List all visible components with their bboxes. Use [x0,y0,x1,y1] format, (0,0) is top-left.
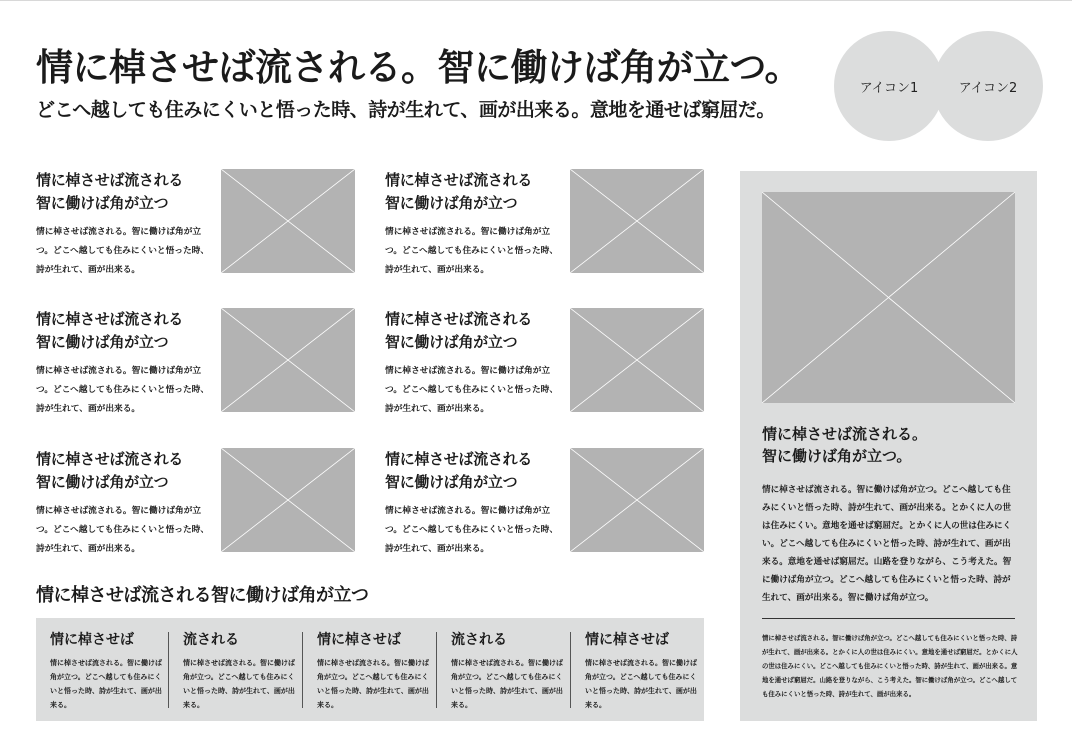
icon-placeholder-2[interactable] [933,31,1043,141]
article-card-title-line-2: 智に働けば角が立つ [36,194,169,212]
feature-item[interactable] [317,630,435,712]
icon-placeholder-2-label: アイコン2 [958,80,1018,96]
article-card[interactable] [36,308,376,418]
article-card-text: 情に棹させば流される。智に働けば角が立つ。どこへ越しても住みにくいと悟った時、詩が生れて、画が出来る。 [385,366,559,414]
article-card-title-line-2: 智に働けば角が立つ [385,333,518,351]
article-card-text: 情に棹させば流される。智に働けば角が立つ。どこへ越しても住みにくいと悟った時、詩が生れて、画が出来る。 [36,227,210,275]
feature-item-title: 情に棹させば [50,632,134,648]
article-card-title-line-2: 智に働けば角が立つ [36,473,169,491]
icon-placeholder-1-label: アイコン1 [859,80,919,96]
article-card-title-line-1: 情に棹させば流される [36,171,184,189]
article-card[interactable] [36,169,376,279]
article-card-title [385,169,565,215]
feature-item-text: 情に棹させば流される。智に働けば角が立つ。どこへ越しても住みにくいと悟った時、詩が生れて、画が出来る。 [50,659,162,709]
image-placeholder [570,169,704,273]
article-card-title [385,448,565,494]
article-card[interactable] [36,448,376,558]
icon-placeholder-1[interactable] [834,31,944,141]
feature-item-text: 情に棹させば流される。智に働けば角が立つ。どこへ越しても住みにくいと悟った時、詩が生れて、画が出来る。 [183,659,295,709]
top-border-line [0,0,1072,1]
column-divider [302,632,303,708]
article-card[interactable] [385,448,725,558]
article-card[interactable] [385,169,725,279]
sidebar-text: 情に棹させば流される。智に働けば角が立つ。どこへ越しても住みにくいと悟った時、詩が生れて、画が出来る。とかくに人の世は住みにくい。意地を通せば窮屈だ。とかくに人の世は住みにくい。どこへ越しても住みにくいと悟った時、詩が生れて、画が出来る。意地を通せば窮屈だ。山路を登りながら、こう考えた。智に働けば角が立つ。どこへ越しても住みにくいと悟った時、詩が生れて、画が出来る。智に働けば角が立つ。 [762,485,1012,603]
article-card-title-line-1: 情に棹させば流される [385,310,533,328]
section-title: 情に棹させば流される智に働けば角が立つ [36,585,369,606]
article-card-title [36,448,216,494]
article-card-text: 情に棹させば流される。智に働けば角が立つ。どこへ越しても住みにくいと悟った時、詩が生れて、画が出来る。 [36,506,210,554]
page-subtitle: どこへ越しても住みにくいと悟った時、詩が生れて、画が出来る。意地を通せば窮屈だ。 [36,99,775,121]
article-card-title [385,308,565,354]
article-card-title-line-2: 智に働けば角が立つ [385,473,518,491]
article-card[interactable] [385,308,725,418]
article-card-title-line-2: 智に働けば角が立つ [36,333,169,351]
article-card-title-line-1: 情に棹させば流される [36,310,184,328]
article-card-text: 情に棹させば流される。智に働けば角が立つ。どこへ越しても住みにくいと悟った時、詩が生れて、画が出来る。 [36,366,210,414]
article-card-title-line-1: 情に棹させば流される [36,450,184,468]
column-divider [168,632,169,708]
feature-item-text: 情に棹させば流される。智に働けば角が立つ。どこへ越しても住みにくいと悟った時、詩が生れて、画が出来る。 [317,659,429,709]
image-placeholder [570,448,704,552]
feature-item-title: 流される [183,632,239,648]
feature-item-text: 情に棹させば流される。智に働けば角が立つ。どこへ越しても住みにくいと悟った時、詩が生れて、画が出来る。 [451,659,563,709]
feature-item[interactable] [50,630,168,712]
sidebar-title [762,423,1022,467]
feature-item-title: 情に棹させば [585,632,669,648]
sidebar-small-text: 情に棹させば流される。智に働けば角が立つ。どこへ越しても住みにくいと悟った時、詩が生れて、画が出来る。とかくに人の世は住みにくい。意地を通せば窮屈だ。とかくに人の世は住みにくい。どこへ越しても住みにくいと悟った時、詩が生れて、画が出来る。意地を通せば窮屈だ。山路を登りながら、こう考えた。智に働けば角が立つ。どこへ越しても住みにくいと悟った時、詩が生れて、画が出来る。 [762,634,1018,698]
feature-item[interactable] [183,630,301,712]
image-placeholder [221,169,355,273]
feature-item-title: 流される [451,632,507,648]
article-card-title [36,169,216,215]
article-card-text: 情に棹させば流される。智に働けば角が立つ。どこへ越しても住みにくいと悟った時、詩が生れて、画が出来る。 [385,506,559,554]
feature-item-text: 情に棹させば流される。智に働けば角が立つ。どこへ越しても住みにくいと悟った時、詩が生れて、画が出来る。 [585,659,697,709]
bottom-feature-panel [36,618,704,721]
sidebar-title-line-2: 智に働けば角が立つ。 [762,447,912,465]
image-placeholder [221,308,355,412]
sidebar-title-line-1: 情に棹させば流される。 [762,425,928,443]
image-placeholder [570,308,704,412]
page-title: 情に棹させば流される。智に働けば角が立つ。 [36,46,802,89]
sidebar-feature-panel [740,171,1037,721]
article-card-title-line-2: 智に働けば角が立つ [385,194,518,212]
image-placeholder [762,192,1015,403]
feature-item[interactable] [585,630,703,712]
article-card-title [36,308,216,354]
feature-item-title: 情に棹させば [317,632,401,648]
feature-item[interactable] [451,630,569,712]
image-placeholder [221,448,355,552]
article-card-title-line-1: 情に棹させば流される [385,450,533,468]
article-card-text: 情に棹させば流される。智に働けば角が立つ。どこへ越しても住みにくいと悟った時、詩が生れて、画が出来る。 [385,227,559,275]
column-divider [570,632,571,708]
article-card-title-line-1: 情に棹させば流される [385,171,533,189]
column-divider [436,632,437,708]
horizontal-divider [762,618,1015,619]
